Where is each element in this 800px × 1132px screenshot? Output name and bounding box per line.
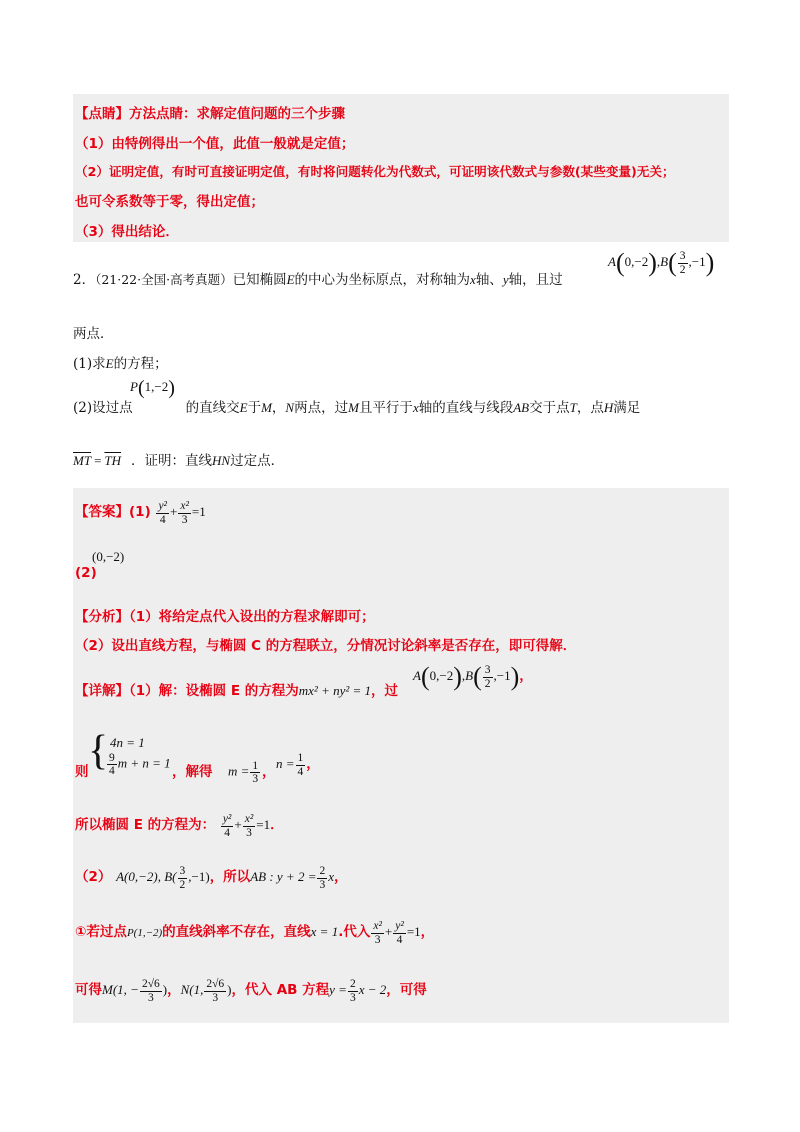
case-1-line: ①若过点P(1,−2)的直线斜率不存在，直线x = 1.代入 $\frac{\text{x²}}{3}$ + $\frac{\text{y²}}{4}$ =1，: [75, 920, 435, 946]
detail-1: 【详解】（1）解：设椭圆 E 的方程为mx² + ny² = 1，过: [75, 683, 399, 699]
system-brace: {: [88, 728, 109, 774]
method-step-1: （1）由特例得出一个值，此值一般就是定值；: [75, 136, 355, 152]
analysis-1: 【分析】（1）将给定点代入设出的方程求解即可；: [75, 609, 375, 625]
ellipse-result: 所以椭圆 E 的方程为： $\frac{\text{y²}}{4}$ + $\frac{\text{x²}}{3}$ =1．: [75, 813, 284, 839]
then-label: 则: [75, 764, 89, 780]
problem-stem-end: 两点．: [73, 326, 114, 342]
sep-1: ，: [262, 764, 276, 780]
detail-points-AB: A(0,−2),B( $\frac{3}{2}$ ,−1)，: [413, 662, 533, 692]
question-1: (1)求E的方程；: [73, 356, 168, 372]
points-AB: A(0,−2),B( $\frac{3}{2}$ ,−1): [608, 248, 715, 277]
method-step-3: （3）得出结论．: [75, 224, 179, 240]
method-step-2-cont: 也可令系数等于零，得出定值；: [75, 194, 264, 210]
problem-stem: 2．（21·22·全国·高考真题）已知椭圆E的中心为坐标原点，对称轴为x轴、y轴，且过: [73, 272, 563, 288]
problem-number: 2．: [73, 272, 96, 288]
method-step-2: （2）证明定值，有时可直接证明定值，有时将问题转化为代数式，可证明该代数式与参数(某些变量)无关；: [75, 164, 675, 179]
question-2: (2)设过点 的直线交E于M，N两点，过M且平行于x轴的直线与线段AB交于点T，点H满足: [73, 400, 641, 416]
problem-source: （21·22·全国·高考真题）: [95, 272, 233, 287]
question-2-cont: $\overline{MT} = \overline{TH}$ ．证明：直线HN过定点．: [73, 453, 285, 469]
answer-2-value: (0,−2): [92, 549, 125, 564]
method-title: 【点睛】方法点睛：求解定值问题的三个步骤: [75, 106, 345, 122]
analysis-2: （2）设出直线方程，与椭圆 C 的方程联立，分情况讨论斜率是否存在，即可得解．: [75, 638, 577, 654]
n-value: n = $\frac{1}{4}$ ，: [276, 752, 320, 778]
answer-2-label: (2): [75, 565, 97, 581]
m-value: m = $\frac{1}{3}$: [228, 760, 259, 786]
result-line: 可得M(1, − $\frac{2√6}{3}$ )，N(1, $\frac{2√6}{3}$ )，代入 AB 方程y = $\frac{2}{3}$ x − 2，可得: [75, 978, 427, 1004]
part-2-line: （2） A(0,−2), B( $\frac{3}{2}$ ,−1)，所以AB : y + 2 = $\frac{2}{3}$ x，: [75, 865, 348, 891]
point-P: P(1,−2): [130, 377, 175, 399]
system-eq-2: $\frac{9}{4}$ m + n = 1: [109, 752, 171, 778]
solve-line: ，解得: [172, 764, 213, 780]
answer-1: 【答案】(1) $\frac{\text{y²}}{4}$ + $\frac{\text{x²}}{3}$ =1: [75, 500, 206, 526]
system-eq-1: 4n = 1: [110, 735, 145, 750]
